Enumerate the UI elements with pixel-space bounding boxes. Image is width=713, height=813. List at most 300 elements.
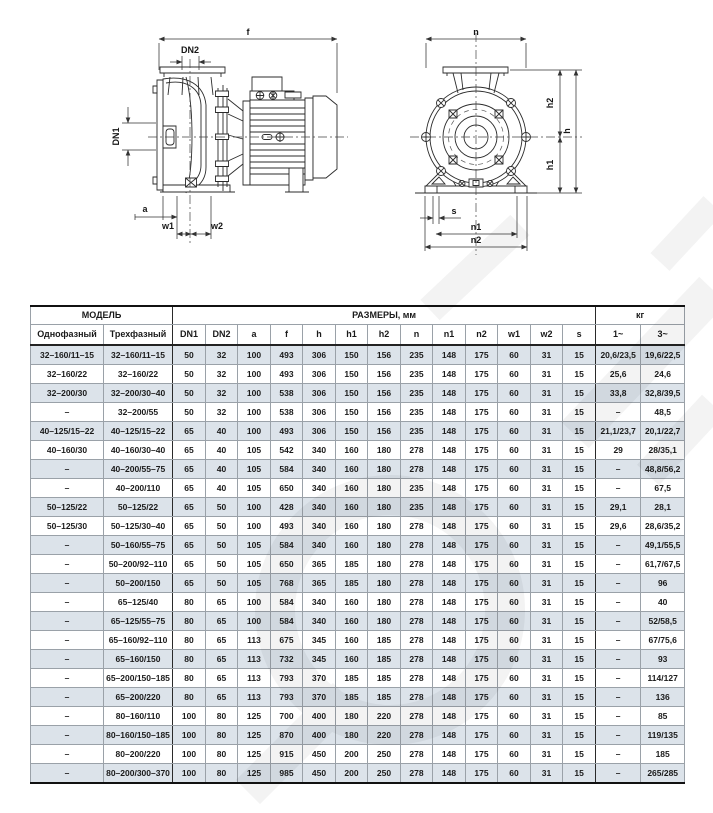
cell-single-phase: – bbox=[31, 555, 104, 574]
cell-n2: 175 bbox=[466, 365, 498, 384]
cell-n1: 148 bbox=[433, 403, 466, 422]
cell-s: 15 bbox=[563, 536, 596, 555]
cell-h1: 160 bbox=[336, 498, 368, 517]
cell-weight-1ph: 25,6 bbox=[596, 365, 641, 384]
cell-h2: 180 bbox=[368, 574, 401, 593]
cell-a: 100 bbox=[238, 384, 271, 403]
cell-dn1: 65 bbox=[173, 517, 206, 536]
cell-h2: 250 bbox=[368, 745, 401, 764]
cell-h1: 150 bbox=[336, 403, 368, 422]
cell-single-phase: – bbox=[31, 460, 104, 479]
cell-s: 15 bbox=[563, 384, 596, 403]
col-header-three-phase: Трехфазный bbox=[104, 325, 173, 346]
cell-h2: 185 bbox=[368, 650, 401, 669]
cell-s: 15 bbox=[563, 669, 596, 688]
cell-h1: 160 bbox=[336, 536, 368, 555]
cell-weight-3ph: 93 bbox=[641, 650, 685, 669]
cell-a: 100 bbox=[238, 498, 271, 517]
cell-h2: 156 bbox=[368, 403, 401, 422]
cell-n2: 175 bbox=[466, 479, 498, 498]
cell-n: 278 bbox=[401, 536, 433, 555]
cell-dn1: 100 bbox=[173, 745, 206, 764]
cell-dn1: 80 bbox=[173, 593, 206, 612]
cell-n2: 175 bbox=[466, 669, 498, 688]
cell-weight-3ph: 32,8/39,5 bbox=[641, 384, 685, 403]
cell-weight-3ph: 67/75,6 bbox=[641, 631, 685, 650]
cell-dn1: 65 bbox=[173, 479, 206, 498]
cell-weight-1ph: – bbox=[596, 574, 641, 593]
cell-three-phase: 32–160/11–15 bbox=[104, 345, 173, 365]
cell-w1: 60 bbox=[498, 517, 531, 536]
cell-n2: 175 bbox=[466, 574, 498, 593]
cell-n: 278 bbox=[401, 460, 433, 479]
cell-weight-3ph: 61,7/67,5 bbox=[641, 555, 685, 574]
cell-w1: 60 bbox=[498, 460, 531, 479]
cell-w1: 60 bbox=[498, 631, 531, 650]
table-row bbox=[31, 612, 685, 631]
cell-h1: 160 bbox=[336, 631, 368, 650]
group-header-dimensions: РАЗМЕРЫ, мм bbox=[173, 306, 596, 325]
col-header-weight-3ph: 3~ bbox=[641, 325, 685, 346]
cell-w2: 31 bbox=[531, 479, 563, 498]
cell-f: 584 bbox=[271, 460, 303, 479]
cell-h: 340 bbox=[303, 460, 336, 479]
cell-n2: 175 bbox=[466, 536, 498, 555]
col-header-s: s bbox=[563, 325, 596, 346]
cell-f: 493 bbox=[271, 517, 303, 536]
cell-n1: 148 bbox=[433, 441, 466, 460]
cell-w1: 60 bbox=[498, 669, 531, 688]
cell-w1: 60 bbox=[498, 403, 531, 422]
cell-a: 113 bbox=[238, 631, 271, 650]
cell-h: 400 bbox=[303, 726, 336, 745]
cell-h: 365 bbox=[303, 555, 336, 574]
dim-label-dn2: DN2 bbox=[180, 45, 200, 55]
col-header-single-phase: Однофазный bbox=[31, 325, 104, 346]
cell-h1: 185 bbox=[336, 574, 368, 593]
cell-h1: 160 bbox=[336, 650, 368, 669]
cell-n1: 148 bbox=[433, 669, 466, 688]
cell-s: 15 bbox=[563, 479, 596, 498]
cell-s: 15 bbox=[563, 707, 596, 726]
cell-w1: 60 bbox=[498, 688, 531, 707]
cell-w1: 60 bbox=[498, 345, 531, 365]
cell-weight-3ph: 40 bbox=[641, 593, 685, 612]
cell-single-phase: 32–160/22 bbox=[31, 365, 104, 384]
cell-s: 15 bbox=[563, 422, 596, 441]
cell-single-phase: – bbox=[31, 745, 104, 764]
table-row bbox=[31, 707, 685, 726]
cell-weight-3ph: 24,6 bbox=[641, 365, 685, 384]
cell-dn2: 50 bbox=[206, 536, 238, 555]
cell-w2: 31 bbox=[531, 612, 563, 631]
cell-s: 15 bbox=[563, 555, 596, 574]
cell-dn1: 65 bbox=[173, 441, 206, 460]
cell-w2: 31 bbox=[531, 384, 563, 403]
cell-three-phase: 80–160/150–185 bbox=[104, 726, 173, 745]
cell-dn2: 65 bbox=[206, 650, 238, 669]
cell-w1: 60 bbox=[498, 365, 531, 384]
cell-f: 538 bbox=[271, 384, 303, 403]
cell-w1: 60 bbox=[498, 384, 531, 403]
cell-dn2: 65 bbox=[206, 669, 238, 688]
cell-single-phase: – bbox=[31, 726, 104, 745]
cell-single-phase: 32–160/11–15 bbox=[31, 345, 104, 365]
table-row bbox=[31, 593, 685, 612]
cell-s: 15 bbox=[563, 764, 596, 784]
cell-w2: 31 bbox=[531, 460, 563, 479]
cell-h: 340 bbox=[303, 593, 336, 612]
cell-a: 113 bbox=[238, 650, 271, 669]
cell-dn2: 40 bbox=[206, 441, 238, 460]
cell-weight-1ph: 29 bbox=[596, 441, 641, 460]
cell-h: 306 bbox=[303, 403, 336, 422]
cell-f: 584 bbox=[271, 612, 303, 631]
cell-n1: 148 bbox=[433, 460, 466, 479]
cell-n: 235 bbox=[401, 365, 433, 384]
cell-weight-1ph: – bbox=[596, 479, 641, 498]
cell-n: 278 bbox=[401, 574, 433, 593]
cell-h: 370 bbox=[303, 669, 336, 688]
cell-a: 105 bbox=[238, 536, 271, 555]
cell-weight-1ph: – bbox=[596, 745, 641, 764]
table-row bbox=[31, 764, 685, 784]
cell-h2: 250 bbox=[368, 764, 401, 784]
cell-h1: 160 bbox=[336, 441, 368, 460]
cell-f: 768 bbox=[271, 574, 303, 593]
cell-n2: 175 bbox=[466, 441, 498, 460]
cell-three-phase: 50–125/30–40 bbox=[104, 517, 173, 536]
cell-h2: 180 bbox=[368, 536, 401, 555]
cell-single-phase: – bbox=[31, 574, 104, 593]
cell-weight-1ph: – bbox=[596, 555, 641, 574]
cell-n2: 175 bbox=[466, 688, 498, 707]
cell-h2: 180 bbox=[368, 612, 401, 631]
cell-h2: 220 bbox=[368, 726, 401, 745]
cell-w2: 31 bbox=[531, 498, 563, 517]
cell-w1: 60 bbox=[498, 726, 531, 745]
cell-f: 538 bbox=[271, 403, 303, 422]
cell-n2: 175 bbox=[466, 403, 498, 422]
table-row bbox=[31, 726, 685, 745]
cell-f: 675 bbox=[271, 631, 303, 650]
cell-w1: 60 bbox=[498, 745, 531, 764]
cell-single-phase: 40–160/30 bbox=[31, 441, 104, 460]
cell-f: 870 bbox=[271, 726, 303, 745]
cell-n2: 175 bbox=[466, 517, 498, 536]
cell-h2: 180 bbox=[368, 479, 401, 498]
cell-dn2: 40 bbox=[206, 422, 238, 441]
table-row bbox=[31, 365, 685, 384]
cell-dn2: 32 bbox=[206, 365, 238, 384]
cell-dn2: 80 bbox=[206, 726, 238, 745]
cell-dn1: 65 bbox=[173, 460, 206, 479]
cell-n: 278 bbox=[401, 631, 433, 650]
cell-w2: 31 bbox=[531, 574, 563, 593]
pump-dimension-drawings bbox=[90, 15, 650, 265]
cell-w1: 60 bbox=[498, 650, 531, 669]
cell-dn2: 32 bbox=[206, 345, 238, 365]
table-row bbox=[31, 479, 685, 498]
cell-s: 15 bbox=[563, 745, 596, 764]
dim-label-h1: h1 bbox=[545, 159, 555, 171]
cell-n1: 148 bbox=[433, 574, 466, 593]
cell-dn2: 50 bbox=[206, 498, 238, 517]
cell-h2: 180 bbox=[368, 441, 401, 460]
cell-n2: 175 bbox=[466, 726, 498, 745]
cell-dn2: 50 bbox=[206, 555, 238, 574]
cell-n2: 175 bbox=[466, 422, 498, 441]
cell-three-phase: 65–200/150–185 bbox=[104, 669, 173, 688]
cell-three-phase: 65–160/92–110 bbox=[104, 631, 173, 650]
col-header-h1: h1 bbox=[336, 325, 368, 346]
cell-dn2: 80 bbox=[206, 764, 238, 784]
cell-n1: 148 bbox=[433, 365, 466, 384]
cell-dn2: 50 bbox=[206, 574, 238, 593]
cell-a: 125 bbox=[238, 745, 271, 764]
cell-w1: 60 bbox=[498, 555, 531, 574]
cell-h: 340 bbox=[303, 441, 336, 460]
cell-dn1: 50 bbox=[173, 384, 206, 403]
cell-dn2: 80 bbox=[206, 707, 238, 726]
cell-s: 15 bbox=[563, 688, 596, 707]
col-header-f: f bbox=[271, 325, 303, 346]
cell-h1: 150 bbox=[336, 365, 368, 384]
cell-n2: 175 bbox=[466, 764, 498, 784]
cell-dn2: 40 bbox=[206, 479, 238, 498]
cell-dn2: 65 bbox=[206, 631, 238, 650]
cell-h1: 150 bbox=[336, 422, 368, 441]
dim-label-w2: w2 bbox=[210, 221, 224, 231]
cell-n: 235 bbox=[401, 403, 433, 422]
dim-label-n1: n1 bbox=[470, 222, 482, 232]
cell-h: 370 bbox=[303, 688, 336, 707]
cell-weight-3ph: 48,8/56,2 bbox=[641, 460, 685, 479]
pump-front-view-drawing bbox=[410, 27, 582, 255]
cell-s: 15 bbox=[563, 365, 596, 384]
cell-three-phase: 65–125/40 bbox=[104, 593, 173, 612]
cell-n2: 175 bbox=[466, 460, 498, 479]
dim-label-w1: w1 bbox=[161, 221, 175, 231]
cell-s: 15 bbox=[563, 441, 596, 460]
cell-f: 493 bbox=[271, 345, 303, 365]
cell-dn1: 100 bbox=[173, 726, 206, 745]
dim-label-dn1: DN1 bbox=[111, 127, 121, 146]
cell-w2: 31 bbox=[531, 726, 563, 745]
cell-three-phase: 65–125/55–75 bbox=[104, 612, 173, 631]
cell-weight-1ph: 20,6/23,5 bbox=[596, 345, 641, 365]
dim-label-n2: n2 bbox=[470, 235, 482, 245]
cell-n1: 148 bbox=[433, 650, 466, 669]
cell-w2: 31 bbox=[531, 555, 563, 574]
cell-f: 493 bbox=[271, 422, 303, 441]
table-row bbox=[31, 441, 685, 460]
cell-weight-3ph: 49,1/55,5 bbox=[641, 536, 685, 555]
cell-f: 985 bbox=[271, 764, 303, 784]
cell-weight-3ph: 185 bbox=[641, 745, 685, 764]
cell-three-phase: 50–200/150 bbox=[104, 574, 173, 593]
cell-h1: 180 bbox=[336, 707, 368, 726]
col-header-n: n bbox=[401, 325, 433, 346]
cell-h2: 180 bbox=[368, 555, 401, 574]
cell-weight-1ph: – bbox=[596, 707, 641, 726]
cell-a: 125 bbox=[238, 707, 271, 726]
table-group-header-row bbox=[31, 306, 685, 325]
cell-a: 100 bbox=[238, 612, 271, 631]
cell-a: 100 bbox=[238, 365, 271, 384]
table-row bbox=[31, 688, 685, 707]
cell-h1: 150 bbox=[336, 345, 368, 365]
col-header-h: h bbox=[303, 325, 336, 346]
cell-w2: 31 bbox=[531, 669, 563, 688]
cell-dn1: 50 bbox=[173, 403, 206, 422]
cell-dn1: 80 bbox=[173, 650, 206, 669]
cell-n1: 148 bbox=[433, 745, 466, 764]
col-header-n2: n2 bbox=[466, 325, 498, 346]
cell-three-phase: 32–200/30–40 bbox=[104, 384, 173, 403]
cell-h2: 185 bbox=[368, 688, 401, 707]
cell-h2: 156 bbox=[368, 365, 401, 384]
cell-h2: 185 bbox=[368, 631, 401, 650]
cell-weight-1ph: – bbox=[596, 726, 641, 745]
cell-dn1: 65 bbox=[173, 574, 206, 593]
cell-w1: 60 bbox=[498, 574, 531, 593]
cell-n2: 175 bbox=[466, 345, 498, 365]
cell-h1: 150 bbox=[336, 384, 368, 403]
cell-h1: 160 bbox=[336, 460, 368, 479]
cell-weight-3ph: 136 bbox=[641, 688, 685, 707]
cell-single-phase: – bbox=[31, 669, 104, 688]
cell-weight-1ph: 21,1/23,7 bbox=[596, 422, 641, 441]
cell-weight-1ph: – bbox=[596, 403, 641, 422]
cell-a: 105 bbox=[238, 574, 271, 593]
cell-n: 278 bbox=[401, 688, 433, 707]
table-row bbox=[31, 422, 685, 441]
cell-weight-3ph: 48,5 bbox=[641, 403, 685, 422]
table-row bbox=[31, 745, 685, 764]
cell-weight-1ph: – bbox=[596, 669, 641, 688]
cell-dn2: 65 bbox=[206, 593, 238, 612]
cell-dn1: 100 bbox=[173, 707, 206, 726]
cell-n: 278 bbox=[401, 555, 433, 574]
cell-s: 15 bbox=[563, 574, 596, 593]
cell-n: 278 bbox=[401, 669, 433, 688]
cell-w2: 31 bbox=[531, 593, 563, 612]
cell-w2: 31 bbox=[531, 441, 563, 460]
cell-a: 100 bbox=[238, 517, 271, 536]
cell-h: 450 bbox=[303, 745, 336, 764]
cell-three-phase: 40–125/15–22 bbox=[104, 422, 173, 441]
cell-three-phase: 50–160/55–75 bbox=[104, 536, 173, 555]
cell-w2: 31 bbox=[531, 764, 563, 784]
cell-h1: 185 bbox=[336, 555, 368, 574]
cell-n1: 148 bbox=[433, 707, 466, 726]
cell-n: 278 bbox=[401, 745, 433, 764]
cell-three-phase: 50–200/92–110 bbox=[104, 555, 173, 574]
cell-three-phase: 65–160/150 bbox=[104, 650, 173, 669]
cell-a: 100 bbox=[238, 345, 271, 365]
cell-h1: 160 bbox=[336, 612, 368, 631]
dimensions-table-body bbox=[31, 345, 685, 783]
cell-h1: 200 bbox=[336, 745, 368, 764]
cell-three-phase: 32–160/22 bbox=[104, 365, 173, 384]
cell-f: 584 bbox=[271, 536, 303, 555]
cell-three-phase: 80–160/110 bbox=[104, 707, 173, 726]
cell-h: 345 bbox=[303, 650, 336, 669]
cell-n2: 175 bbox=[466, 555, 498, 574]
cell-h: 340 bbox=[303, 612, 336, 631]
cell-a: 100 bbox=[238, 422, 271, 441]
cell-s: 15 bbox=[563, 612, 596, 631]
cell-single-phase: – bbox=[31, 707, 104, 726]
cell-n: 278 bbox=[401, 650, 433, 669]
cell-s: 15 bbox=[563, 517, 596, 536]
cell-s: 15 bbox=[563, 631, 596, 650]
cell-n1: 148 bbox=[433, 688, 466, 707]
cell-n1: 148 bbox=[433, 631, 466, 650]
cell-single-phase: – bbox=[31, 631, 104, 650]
table-row bbox=[31, 384, 685, 403]
cell-h: 340 bbox=[303, 479, 336, 498]
cell-dn2: 40 bbox=[206, 460, 238, 479]
cell-f: 650 bbox=[271, 479, 303, 498]
table-row bbox=[31, 460, 685, 479]
cell-dn1: 65 bbox=[173, 536, 206, 555]
cell-single-phase: – bbox=[31, 764, 104, 784]
cell-w2: 31 bbox=[531, 536, 563, 555]
cell-h1: 160 bbox=[336, 593, 368, 612]
cell-n: 278 bbox=[401, 517, 433, 536]
cell-weight-3ph: 265/285 bbox=[641, 764, 685, 784]
cell-h: 306 bbox=[303, 384, 336, 403]
cell-f: 732 bbox=[271, 650, 303, 669]
cell-f: 793 bbox=[271, 688, 303, 707]
cell-weight-1ph: 29,6 bbox=[596, 517, 641, 536]
cell-w1: 60 bbox=[498, 612, 531, 631]
cell-weight-1ph: – bbox=[596, 631, 641, 650]
cell-w2: 31 bbox=[531, 422, 563, 441]
cell-a: 105 bbox=[238, 555, 271, 574]
cell-single-phase: 50–125/22 bbox=[31, 498, 104, 517]
cell-n1: 148 bbox=[433, 555, 466, 574]
cell-h2: 156 bbox=[368, 345, 401, 365]
cell-f: 542 bbox=[271, 441, 303, 460]
cell-h1: 200 bbox=[336, 764, 368, 784]
cell-a: 125 bbox=[238, 764, 271, 784]
cell-w2: 31 bbox=[531, 345, 563, 365]
cell-dn1: 80 bbox=[173, 669, 206, 688]
cell-single-phase: – bbox=[31, 403, 104, 422]
cell-weight-3ph: 28/35,1 bbox=[641, 441, 685, 460]
cell-w2: 31 bbox=[531, 517, 563, 536]
cell-s: 15 bbox=[563, 726, 596, 745]
cell-h: 450 bbox=[303, 764, 336, 784]
cell-w2: 31 bbox=[531, 707, 563, 726]
cell-weight-1ph: – bbox=[596, 593, 641, 612]
cell-a: 105 bbox=[238, 479, 271, 498]
cell-a: 100 bbox=[238, 403, 271, 422]
cell-weight-3ph: 67,5 bbox=[641, 479, 685, 498]
cell-w1: 60 bbox=[498, 441, 531, 460]
cell-n: 235 bbox=[401, 345, 433, 365]
table-row bbox=[31, 555, 685, 574]
cell-n: 235 bbox=[401, 498, 433, 517]
cell-n2: 175 bbox=[466, 593, 498, 612]
cell-three-phase: 80–200/220 bbox=[104, 745, 173, 764]
cell-n: 235 bbox=[401, 422, 433, 441]
pump-side-view-drawing bbox=[111, 27, 348, 243]
cell-h: 400 bbox=[303, 707, 336, 726]
